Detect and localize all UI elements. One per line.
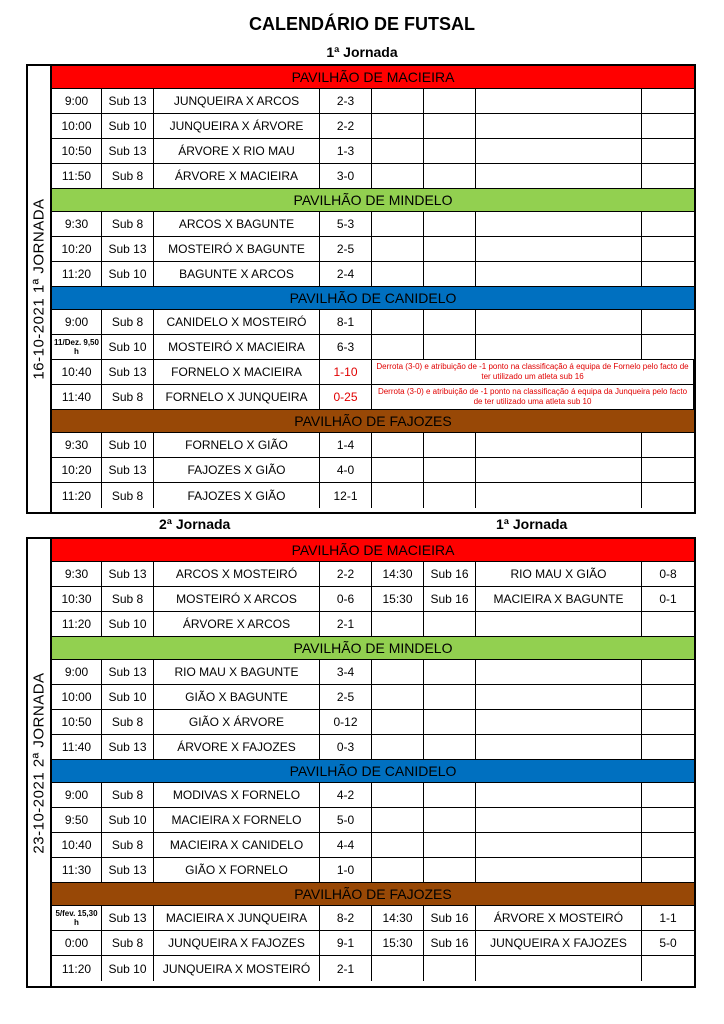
match-score: 5-3 [320,212,372,236]
match-score-2 [642,164,694,188]
age-category: Sub 13 [102,906,154,930]
age-category: Sub 13 [102,89,154,113]
match-score-2 [642,237,694,261]
match-score: 8-1 [320,310,372,334]
age-category-2 [424,433,476,457]
match-score: 0-25 [320,385,372,409]
match-score-2 [642,335,694,359]
match-teams-2 [476,956,642,981]
match-score-2 [642,710,694,734]
match-teams-2 [476,710,642,734]
match-time: 9:30 [52,433,102,457]
match-score: 2-5 [320,237,372,261]
age-category: Sub 10 [102,335,154,359]
match-teams-2 [476,483,642,508]
jornada-2-table [26,537,696,988]
match-score-2 [642,612,694,636]
fixtures-grid [52,539,694,981]
match-teams: MOSTEIRÓ X BAGUNTE [154,237,320,261]
fixture-row [52,89,694,114]
match-teams-2 [476,310,642,334]
venue-header: PAVILHÃO DE MINDELO [52,637,694,660]
match-score: 1-3 [320,139,372,163]
match-teams-2 [476,858,642,882]
age-category: Sub 13 [102,237,154,261]
match-time-2 [372,310,424,334]
age-category-2 [424,483,476,508]
match-time-2 [372,710,424,734]
fixture-row [52,562,694,587]
match-score-2 [642,735,694,759]
venue-header: PAVILHÃO DE FAJOZES [52,410,694,433]
match-time: 10:20 [52,237,102,261]
match-score-2: 0-8 [659,567,677,581]
fixture-row [52,735,694,760]
match-score-2 [642,89,694,113]
match-time: 5/fev. 15,30 h [52,906,102,930]
match-time-2 [372,89,424,113]
match-time-2 [372,262,424,286]
mid-jornada-label-left: 2ª Jornada [159,516,231,532]
venue-header: PAVILHÃO DE MINDELO [52,189,694,212]
age-category: Sub 8 [102,710,154,734]
match-time: 11:40 [52,385,102,409]
match-score-2 [642,262,694,286]
match-time: 10:30 [52,587,102,611]
match-score: 2-2 [320,114,372,138]
fixture-row [52,483,694,508]
match-teams: ARCOS X MOSTEIRÓ [154,562,320,586]
age-category: Sub 8 [102,164,154,188]
fixture-row [52,612,694,637]
match-score-2 [642,212,694,236]
fixture-row [52,931,694,956]
match-time-2 [372,433,424,457]
match-score: 4-4 [320,833,372,857]
match-time: 11:40 [52,735,102,759]
venue-header: PAVILHÃO DE CANIDELO [52,287,694,310]
date-side-label: 16-10-2021 1ª JORNADA [28,66,52,512]
match-score: 1-0 [320,858,372,882]
fixture-row [52,114,694,139]
match-score-2 [642,114,694,138]
fixture-row [52,710,694,735]
match-score: 0-6 [320,587,372,611]
match-time-2 [372,956,424,981]
mid-jornada-label-right: 1ª Jornada [496,516,568,532]
match-teams: FORNELO X MACIEIRA [154,360,320,384]
match-score-2 [642,833,694,857]
match-time: 9:00 [52,660,102,684]
fixture-row [52,237,694,262]
age-category-2 [424,858,476,882]
match-time: 10:50 [52,139,102,163]
match-time: 11:20 [52,956,102,981]
match-time: 10:40 [52,360,102,384]
match-teams-2 [476,114,642,138]
fixture-row [52,685,694,710]
fixtures-grid [52,66,694,508]
match-teams-2 [476,335,642,359]
match-score: 9-1 [320,931,372,955]
match-time: 10:00 [52,114,102,138]
match-teams: ÁRVORE X RIO MAU [154,139,320,163]
age-category-2 [424,735,476,759]
match-time-2 [372,114,424,138]
match-score: 0-3 [320,735,372,759]
match-score: 2-4 [320,262,372,286]
match-time: 11:20 [52,612,102,636]
age-category-2 [424,783,476,807]
match-time-2 [372,660,424,684]
age-category-2 [424,956,476,981]
match-teams: ÁRVORE X FAJOZES [154,735,320,759]
fixture-row [52,956,694,981]
age-category-2 [424,458,476,482]
age-category-2 [424,310,476,334]
match-teams: JUNQUEIRA X ARCOS [154,89,320,113]
age-category-2 [424,212,476,236]
age-category: Sub 8 [102,310,154,334]
age-category: Sub 8 [102,483,154,508]
match-teams: FAJOZES X GIÃO [154,458,320,482]
fixture-row [52,833,694,858]
match-teams-2 [476,808,642,832]
match-teams: CANIDELO X MOSTEIRÓ [154,310,320,334]
match-teams: MACIEIRA X CANIDELO [154,833,320,857]
age-category: Sub 10 [102,262,154,286]
match-teams: JUNQUEIRA X FAJOZES [154,931,320,955]
match-score-2 [642,956,694,981]
age-category-2 [424,89,476,113]
match-time-2 [372,483,424,508]
match-score: 2-1 [320,956,372,981]
match-time-2 [372,833,424,857]
age-category: Sub 13 [102,660,154,684]
match-time: 11:50 [52,164,102,188]
match-teams: FAJOZES X GIÃO [154,483,320,508]
match-time: 9:00 [52,310,102,334]
venue-header: PAVILHÃO DE MACIEIRA [52,539,694,562]
match-teams: RIO MAU X BAGUNTE [154,660,320,684]
age-category: Sub 10 [102,114,154,138]
age-category-2 [424,685,476,709]
match-time: 9:30 [52,212,102,236]
fixture-row [52,458,694,483]
match-score: 3-0 [320,164,372,188]
match-score-2 [642,483,694,508]
match-score: 2-1 [320,612,372,636]
age-category: Sub 8 [102,833,154,857]
match-score-2 [642,858,694,882]
age-category: Sub 13 [102,562,154,586]
age-category: Sub 8 [102,385,154,409]
match-teams-2 [476,212,642,236]
match-time-2: 14:30 [372,562,424,586]
fixture-row [52,660,694,685]
match-score: 2-2 [320,562,372,586]
match-teams-2 [476,139,642,163]
match-time-2 [372,335,424,359]
match-score-2 [642,783,694,807]
match-time-2 [372,212,424,236]
match-time-2 [372,735,424,759]
match-time: 9:50 [52,808,102,832]
age-category: Sub 10 [102,433,154,457]
match-time-2 [372,164,424,188]
match-score-2: 0-1 [659,592,677,606]
match-teams: JUNQUEIRA X MOSTEIRÓ [154,956,320,981]
age-category: Sub 10 [102,956,154,981]
age-category-2 [424,660,476,684]
match-teams-2: MACIEIRA X BAGUNTE [476,587,642,611]
match-score: 6-3 [320,335,372,359]
fixture-row [52,858,694,883]
match-time: 11:30 [52,858,102,882]
match-time-2 [372,237,424,261]
penalty-note: Derrota (3-0) e atribuição de -1 ponto na classificação á equipa da Junqueira pelo facto de ter utilizado uma atleta sub 10 [372,385,694,409]
match-time-2: 14:30 [372,906,424,930]
venue-header: PAVILHÃO DE CANIDELO [52,760,694,783]
age-category-2 [424,164,476,188]
match-score: 8-2 [320,906,372,930]
age-category: Sub 13 [102,458,154,482]
match-score: 4-2 [320,783,372,807]
match-time-2 [372,685,424,709]
age-category-2: Sub 16 [424,587,476,611]
match-teams-2: ÁRVORE X MOSTEIRÓ [476,906,642,930]
fixture-row [52,310,694,335]
age-category-2 [424,833,476,857]
match-teams-2 [476,660,642,684]
match-score: 2-5 [320,685,372,709]
match-score: 12-1 [320,483,372,508]
match-teams-2 [476,612,642,636]
match-score: 5-0 [320,808,372,832]
age-category-2 [424,262,476,286]
fixture-row [52,212,694,237]
age-category-2 [424,335,476,359]
match-teams: MACIEIRA X JUNQUEIRA [154,906,320,930]
match-score-2 [642,139,694,163]
match-score-2: 5-0 [659,936,677,950]
match-teams-2 [476,89,642,113]
match-time: 10:50 [52,710,102,734]
match-score-2 [642,433,694,457]
match-score-2: 1-1 [659,911,677,925]
match-score-2 [642,808,694,832]
match-time: 11/Dez. 9,50 h [52,335,102,359]
match-score: 2-3 [320,89,372,113]
match-teams: GIÃO X BAGUNTE [154,685,320,709]
match-teams-2 [476,735,642,759]
fixture-row [52,360,694,385]
match-time: 0:00 [52,931,102,955]
match-teams: GIÃO X ÁRVORE [154,710,320,734]
match-time-2 [372,458,424,482]
match-teams-2 [476,685,642,709]
match-teams: ARCOS X BAGUNTE [154,212,320,236]
jornada-1-table [26,64,696,514]
match-teams: FORNELO X JUNQUEIRA [154,385,320,409]
match-teams-2 [476,458,642,482]
fixture-row [52,262,694,287]
match-score: 4-0 [320,458,372,482]
age-category: Sub 13 [102,360,154,384]
match-teams-2 [476,262,642,286]
age-category-2 [424,710,476,734]
match-teams: MODIVAS X FORNELO [154,783,320,807]
match-teams-2: JUNQUEIRA X FAJOZES [476,931,642,955]
age-category-2 [424,114,476,138]
match-teams-2: RIO MAU X GIÃO [476,562,642,586]
match-teams: ÁRVORE X ARCOS [154,612,320,636]
match-teams-2 [476,833,642,857]
match-teams-2 [476,237,642,261]
match-time: 10:00 [52,685,102,709]
age-category-2 [424,139,476,163]
match-teams-2 [476,433,642,457]
match-teams-2 [476,783,642,807]
match-score: 1-10 [320,360,372,384]
age-category: Sub 8 [102,212,154,236]
match-teams: MACIEIRA X FORNELO [154,808,320,832]
match-time: 11:20 [52,262,102,286]
match-time-2 [372,139,424,163]
match-score: 0-12 [320,710,372,734]
age-category-2: Sub 16 [424,931,476,955]
age-category: Sub 8 [102,587,154,611]
fixture-row [52,783,694,808]
match-score-2 [642,685,694,709]
match-teams: MOSTEIRÓ X MACIEIRA [154,335,320,359]
top-jornada-label: 1ª Jornada [326,44,398,60]
match-teams: MOSTEIRÓ X ARCOS [154,587,320,611]
match-time: 11:20 [52,483,102,508]
fixture-row [52,385,694,410]
age-category: Sub 10 [102,685,154,709]
match-teams: BAGUNTE X ARCOS [154,262,320,286]
date-side-label: 23-10-2021 2ª JORNADA [28,539,52,986]
match-teams-2 [476,164,642,188]
match-time-2: 15:30 [372,587,424,611]
fixture-row [52,906,694,931]
match-score-2 [642,660,694,684]
age-category-2: Sub 16 [424,562,476,586]
match-time-2 [372,612,424,636]
match-time-2 [372,783,424,807]
fixture-row [52,587,694,612]
match-time-2 [372,858,424,882]
fixture-row [52,139,694,164]
match-score-2 [642,310,694,334]
match-time: 9:30 [52,562,102,586]
venue-header: PAVILHÃO DE MACIEIRA [52,66,694,89]
match-time: 9:00 [52,783,102,807]
age-category: Sub 10 [102,808,154,832]
match-teams: FORNELO X GIÃO [154,433,320,457]
age-category-2 [424,237,476,261]
match-time-2: 15:30 [372,931,424,955]
age-category: Sub 13 [102,139,154,163]
age-category: Sub 8 [102,783,154,807]
fixture-row [52,164,694,189]
age-category-2 [424,612,476,636]
match-time: 10:40 [52,833,102,857]
age-category: Sub 13 [102,735,154,759]
match-score: 1-4 [320,433,372,457]
age-category-2 [424,808,476,832]
penalty-note: Derrota (3-0) e atribuição de -1 ponto na classificação á equipa de Fornelo pelo facto de ter utilizado um atleta sub 16 [372,360,694,384]
match-time: 10:20 [52,458,102,482]
match-time: 9:00 [52,89,102,113]
age-category: Sub 8 [102,931,154,955]
fixture-row [52,808,694,833]
age-category: Sub 13 [102,858,154,882]
match-score: 3-4 [320,660,372,684]
age-category: Sub 10 [102,612,154,636]
fixture-row [52,335,694,360]
match-score-2 [642,458,694,482]
match-teams: ÁRVORE X MACIEIRA [154,164,320,188]
age-category-2: Sub 16 [424,906,476,930]
fixture-row [52,433,694,458]
match-teams: JUNQUEIRA X ÁRVORE [154,114,320,138]
match-teams: GIÃO X FORNELO [154,858,320,882]
venue-header: PAVILHÃO DE FAJOZES [52,883,694,906]
match-time-2 [372,808,424,832]
page-title: CALENDÁRIO DE FUTSAL [249,14,475,34]
